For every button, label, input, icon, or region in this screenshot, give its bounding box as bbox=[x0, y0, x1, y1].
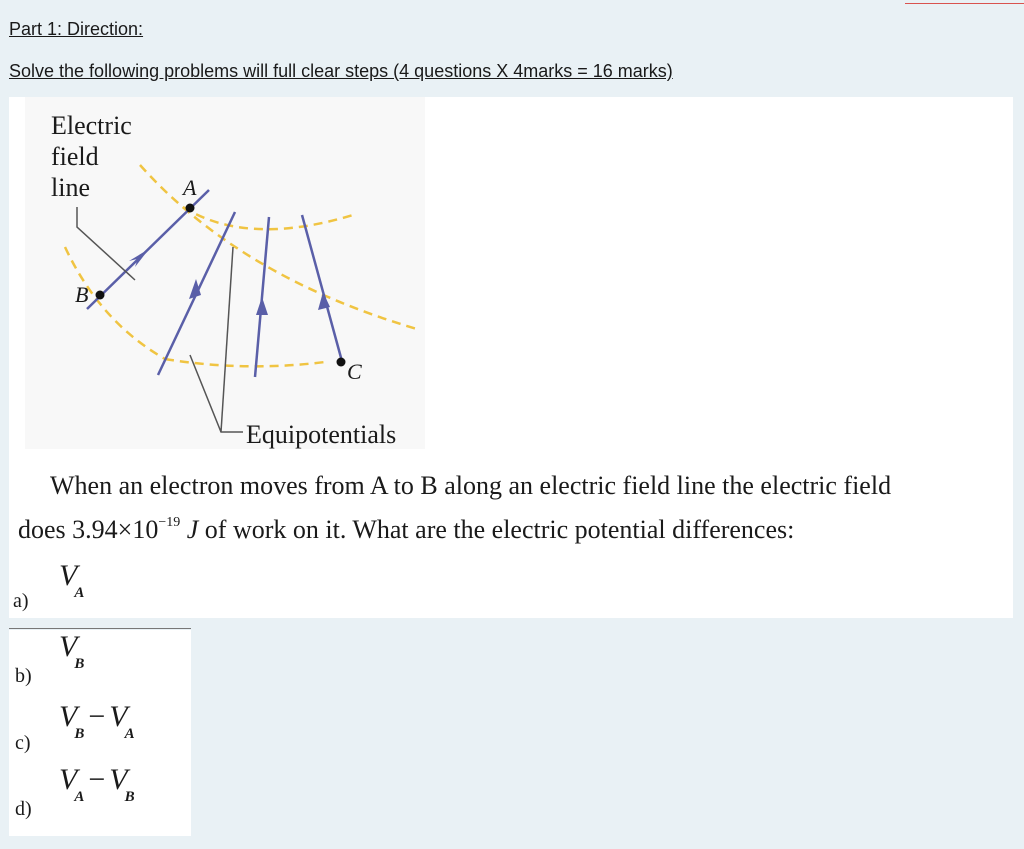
option-a-expression bbox=[59, 559, 85, 601]
options-divider bbox=[9, 628, 191, 629]
option-c-sub1: B bbox=[74, 726, 85, 742]
option-b-expression bbox=[59, 630, 85, 672]
field-line-4 bbox=[302, 215, 343, 365]
option-c-sub2: A bbox=[124, 726, 135, 742]
option-a-sub: A bbox=[74, 585, 85, 601]
problem-exponent: −19 bbox=[158, 515, 181, 530]
problem-statement bbox=[18, 467, 1013, 548]
option-b-letter: b) bbox=[15, 665, 32, 687]
point-C bbox=[337, 358, 346, 367]
option-d-v2: V bbox=[109, 763, 128, 796]
part-title: Part 1: Direction: bbox=[9, 19, 144, 39]
option-b-v: V bbox=[59, 630, 78, 663]
option-d-expression bbox=[59, 763, 135, 805]
label-C: C bbox=[347, 359, 362, 384]
problem-line-1: When an electron moves from A to B along an electric field line the electric field bbox=[50, 471, 892, 500]
equipotential-outer bbox=[140, 165, 417, 329]
option-d-minus: − bbox=[88, 763, 106, 796]
top-right-rule bbox=[905, 0, 1024, 4]
label-equipotentials: Equipotentials bbox=[246, 420, 397, 449]
option-b-sub: B bbox=[74, 656, 85, 672]
option-a-letter: a) bbox=[13, 590, 29, 612]
option-d-letter: d) bbox=[15, 798, 32, 820]
point-A bbox=[186, 204, 195, 213]
option-c-v1: V bbox=[59, 700, 78, 733]
problem-line-2-rest: of work on it. What are the electric potential differences: bbox=[198, 515, 795, 544]
option-d-sub2: B bbox=[124, 789, 135, 805]
leader-equipotential-2 bbox=[221, 247, 233, 432]
label-B: B bbox=[75, 282, 89, 307]
problem-line-2 bbox=[18, 504, 1013, 548]
arrowhead-4 bbox=[318, 292, 330, 310]
point-B bbox=[96, 291, 105, 300]
leader-equipotential bbox=[190, 355, 243, 432]
problem-work-value: does 3.94×10 bbox=[18, 515, 159, 544]
instructions: Solve the following problems will full clear steps (4 questions X 4marks = 16 marks) bbox=[9, 61, 673, 81]
figure-area bbox=[25, 97, 425, 449]
option-c-v2: V bbox=[109, 700, 128, 733]
option-c-expression bbox=[59, 700, 135, 742]
option-c-letter: c) bbox=[15, 732, 31, 754]
equipotential-mid bbox=[165, 359, 325, 366]
options-panel bbox=[9, 630, 191, 836]
option-d-sub1: A bbox=[74, 789, 85, 805]
label-field-line-3: line bbox=[51, 173, 90, 202]
option-c-minus: − bbox=[88, 700, 106, 733]
label-field-line-2: field bbox=[51, 142, 99, 171]
label-A: A bbox=[183, 175, 197, 200]
option-a-v: V bbox=[59, 559, 78, 592]
electric-field-figure bbox=[25, 97, 425, 449]
option-d-v1: V bbox=[59, 763, 78, 796]
question-panel bbox=[9, 97, 1013, 618]
label-field-line-1: Electric bbox=[51, 111, 132, 140]
arrowhead-3 bbox=[256, 297, 268, 315]
problem-unit: J bbox=[186, 515, 199, 544]
